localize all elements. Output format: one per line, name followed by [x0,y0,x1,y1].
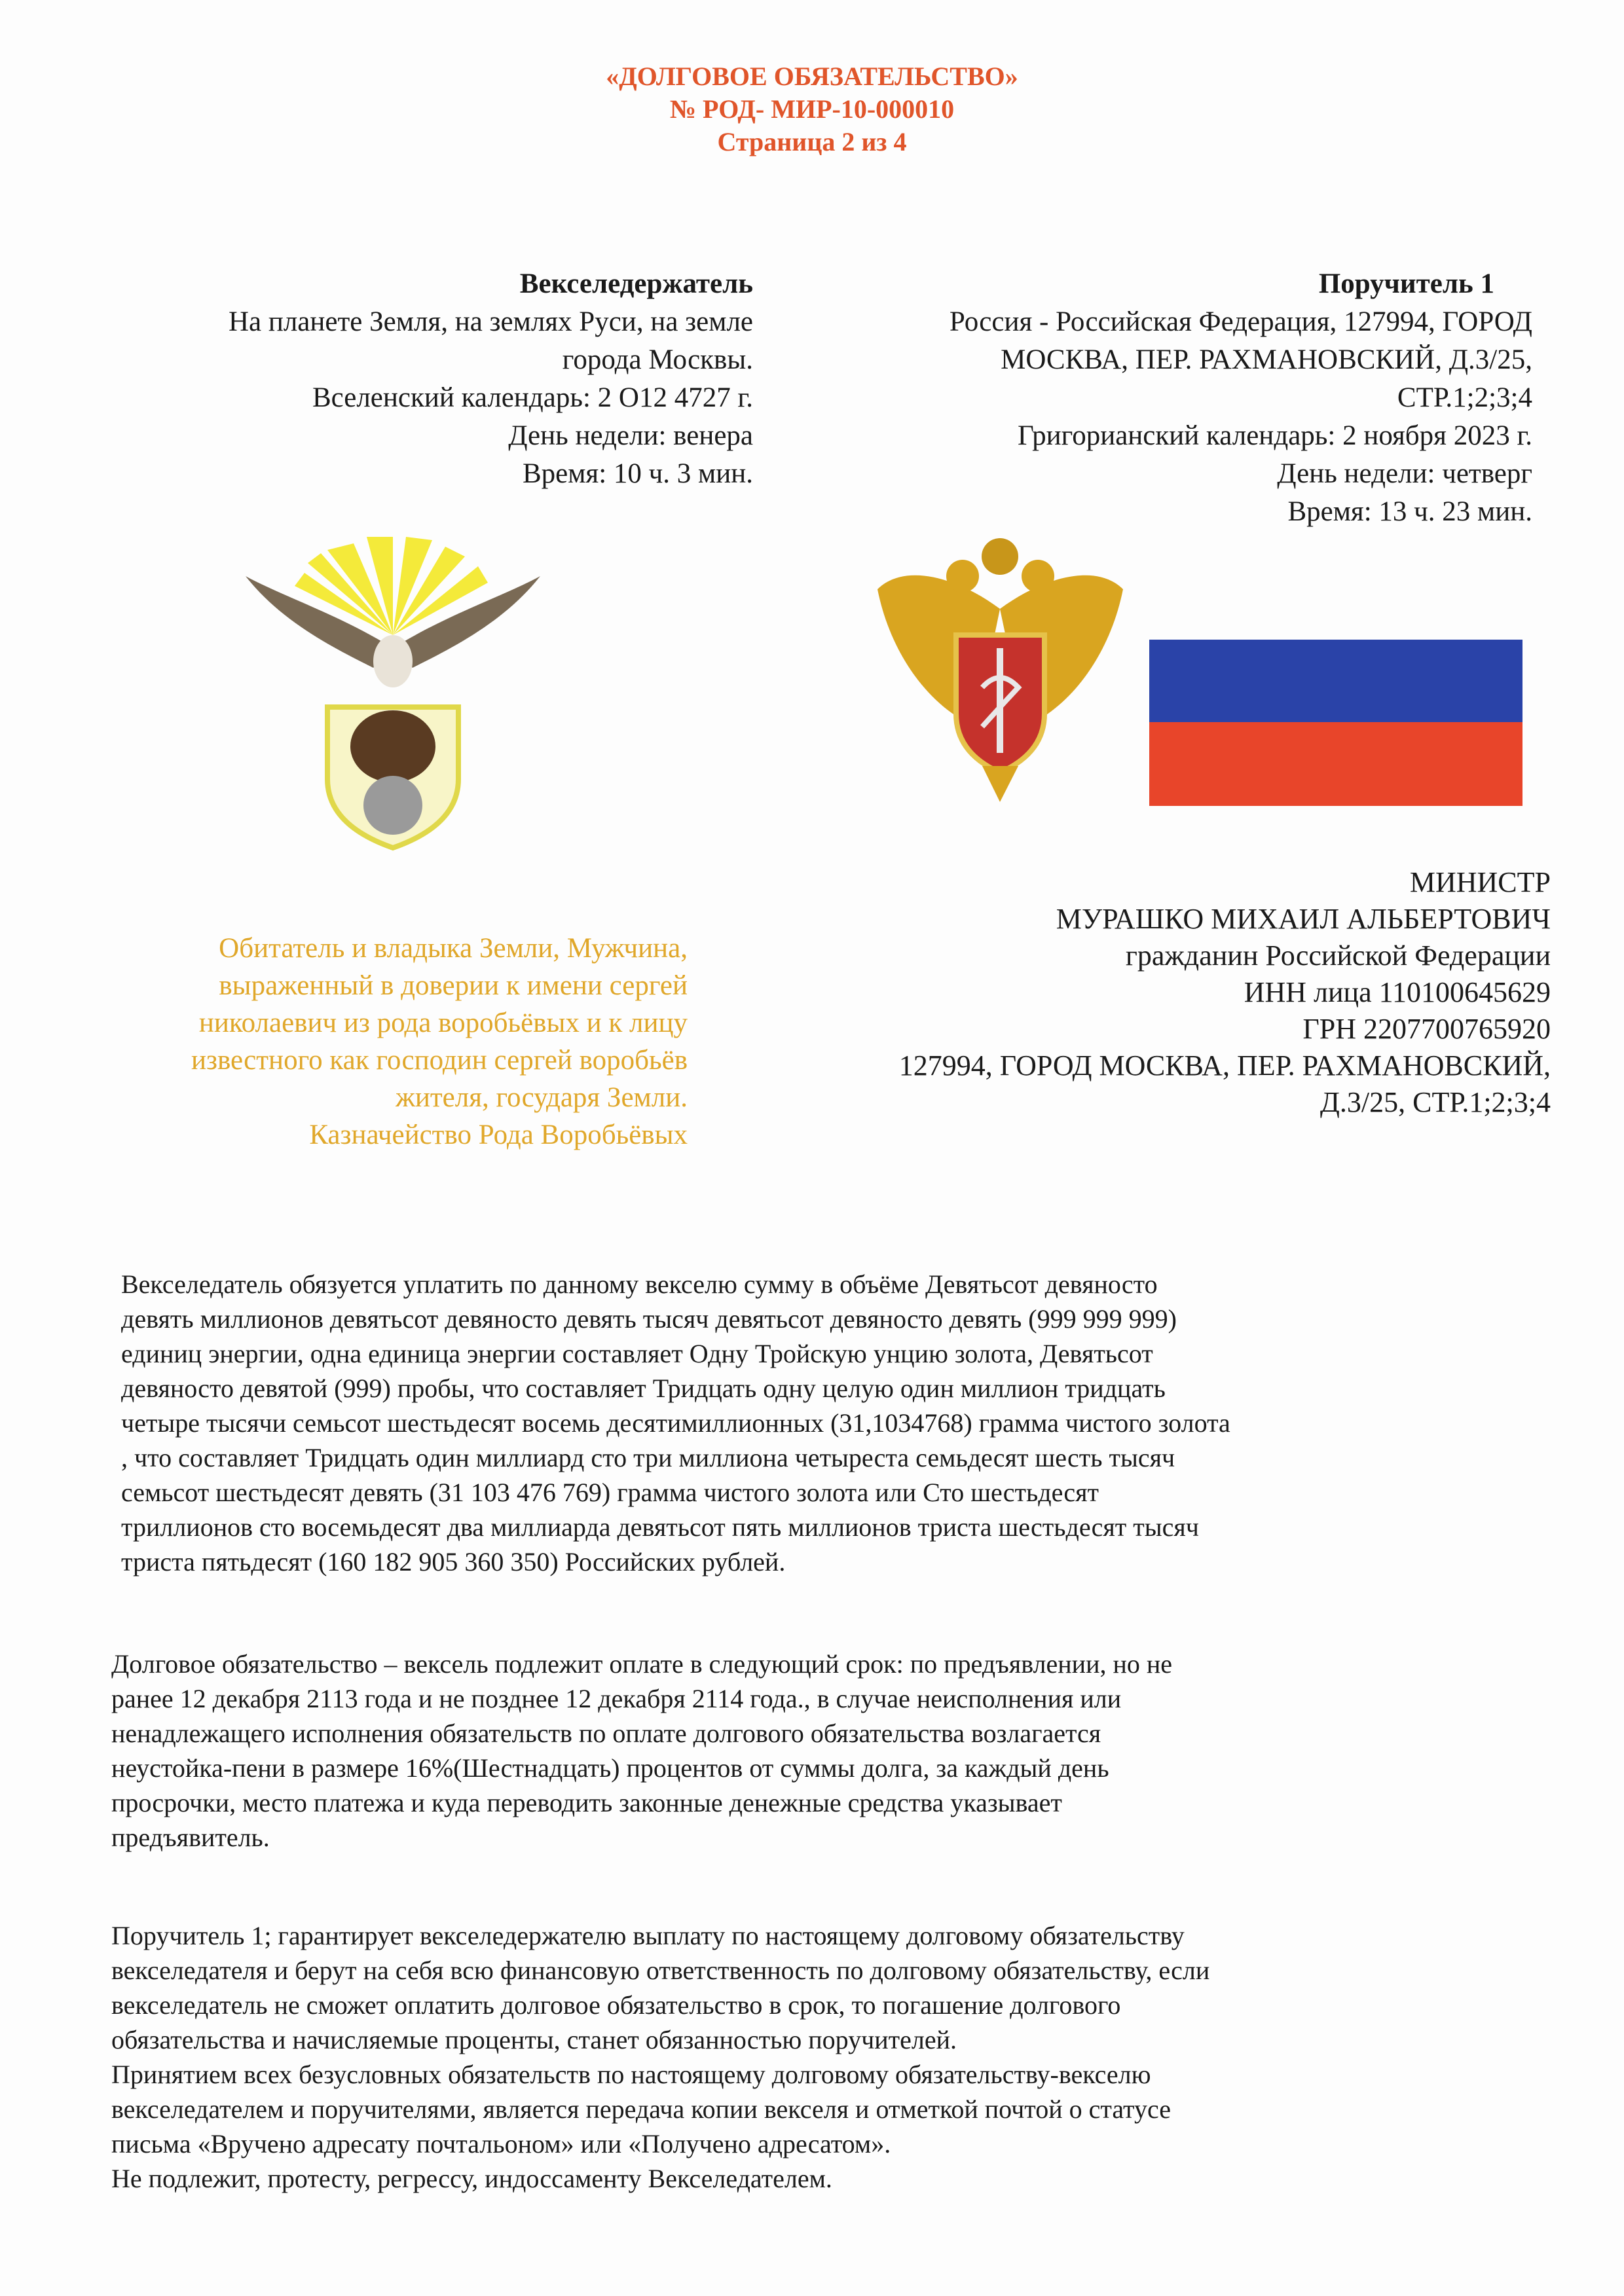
text-line: векселедателем и поручителями, является передача копии векселя и отметкой почтой о статусе [111,2094,1172,2124]
text-line: МИНИСТР [1409,866,1551,898]
page-indicator: Страница 2 из 4 [717,127,907,156]
text-lines [753,864,1551,1121]
text-line: Д.3/25, СТР.1;2;3;4 [1320,1086,1551,1118]
holder-title: Векселедержатель [519,268,753,299]
text-line: Григорианский календарь: 2 ноября 2023 г. [1017,420,1532,451]
text-line: николаевич из рода воробьёвых и к лицу [198,1008,688,1038]
text-line: неустойка-пени в размере 16%(Шестнадцать) процентов от суммы долга, за каждый день [111,1753,1109,1783]
text-line: гражданин Российской Федерации [1125,939,1551,972]
paragraph-guarantee [111,1918,1539,2196]
text-line: Обитатель и владыка Земли, Мужчина, [219,933,688,964]
text-line: четыре тысячи семьсот шестьдесят восемь десятимиллионных (31,1034768) грамма чистого золота [121,1408,1230,1438]
paragraph-payment-amount [121,1267,1549,1579]
text-line: , что составляет Тридцать один миллиард сто три миллиона четыреста семьдесят шесть тысяч [121,1443,1175,1472]
text-line: триста пятьдесят (160 182 905 360 350) Российских рублей. [121,1547,786,1576]
text-line: векселедателя и берут на себя всю финансовую ответственность по долговому обязательству, если [111,1956,1210,1985]
document-header [0,60,1624,158]
text-line: Казначейство Рода Воробьёвых [309,1120,688,1150]
text-lines [111,1918,1539,2196]
text-line: предъявитель. [111,1823,270,1852]
text-line: ИНН лица 110100645629 [1244,976,1551,1008]
minister-block [753,864,1551,1121]
holder-signature-block [65,930,688,1154]
text-line: девять миллионов девятьсот девяносто девять тысяч девятьсот девяносто девять (999 999 999) [121,1304,1177,1334]
text-line: письма «Вручено адресату почтальоном» или «Получено адресатом». [111,2129,891,2159]
text-line: жителя, государя Земли. [396,1082,688,1113]
guarantor-title: Поручитель 1 [1318,268,1494,299]
text-line: День недели: четверг [1277,458,1532,489]
text-line: Векселедатель обязуется уплатить по данному векселю сумму в объёме Девятьсот девяносто [121,1269,1158,1299]
text-line: ГРН 2207700765920 [1302,1013,1551,1045]
text-line: Не подлежит, протесту, регрессу, индоссаменту Векселедателем. [111,2164,832,2193]
text-line: МУРАШКО МИХАИЛ АЛЬБЕРТОВИЧ [1056,903,1551,935]
text-line: Долговое обязательство – вексель подлежит оплате в следующий срок: по предъявлении, но не [111,1649,1173,1679]
text-lines [819,303,1532,531]
text-line: известного как господин сергей воробьёв [191,1045,688,1076]
text-line: Время: 10 ч. 3 мин. [522,458,753,489]
text-line: ненадлежащего исполнения обязательств по оплате долгового обязательства возлагается [111,1719,1101,1748]
text-line: МОСКВА, ПЕР. РАХМАНОВСКИЙ, Д.3/25, [1001,344,1532,375]
paragraph-payment-terms [111,1647,1539,1855]
text-line: СТР.1;2;3;4 [1397,382,1532,413]
russian-flag-image [1149,638,1522,809]
text-line: триллионов сто восемьдесят два миллиарда девятьсот пять миллионов триста шестьдесят тысяч [121,1512,1199,1542]
text-line: девяносто девятой (999) пробы, что составляет Тридцать одну целую один миллион тридцать [121,1374,1166,1403]
text-line: День недели: венера [508,420,753,451]
text-lines [65,930,688,1154]
text-lines [111,1647,1539,1855]
text-line: единиц энергии, одна единица энергии составляет Одну Тройскую унцию золота, Девятьсот [121,1339,1153,1368]
text-line: выраженный в доверии к имени сергей [219,970,688,1001]
text-line: Принятием всех безусловных обязательств по настоящему долговому обязательству-векселю [111,2060,1151,2089]
ministry-emblem-logo [877,537,1123,805]
text-line: Вселенский календарь: 2 О12 4727 г. [312,382,753,413]
text-line: векселедатель не сможет оплатить долговое обязательство в срок, то погашение долгового [111,1990,1121,2020]
text-line: просрочки, место платежа и куда переводить законные денежные средства указывает [111,1788,1062,1817]
text-line: обязательства и начисляемые проценты, станет обязанностью поручителей. [111,2025,957,2054]
text-line: семьсот шестьдесят девять (31 103 476 769) грамма чистого золота или Сто шестьдесят [121,1478,1099,1507]
text-lines [121,1267,1549,1579]
holder-emblem-logo [242,537,544,851]
text-line: Поручитель 1; гарантирует векселедержателю выплату по настоящему долговому обязательству [111,1921,1185,1950]
text-line: Россия - Российская Федерация, 127994, ГОРОД [949,306,1532,337]
text-line: города Москвы. [562,344,753,375]
holder-block [98,265,753,493]
text-line: Время: 13 ч. 23 мин. [1287,496,1532,527]
document-number: № РОД- МИР-10-000010 [669,94,955,124]
document-title: «ДОЛГОВОЕ ОБЯЗАТЕЛЬСТВО» [606,62,1018,91]
text-lines [98,303,753,493]
text-line: 127994, ГОРОД МОСКВА, ПЕР. РАХМАНОВСКИЙ, [898,1049,1551,1082]
text-line: На планете Земля, на землях Руси, на земле [228,306,753,337]
guarantor-block [819,265,1532,531]
text-line: ранее 12 декабря 2113 года и не позднее 12 декабря 2114 года., в случае неисполнения или [111,1684,1122,1713]
